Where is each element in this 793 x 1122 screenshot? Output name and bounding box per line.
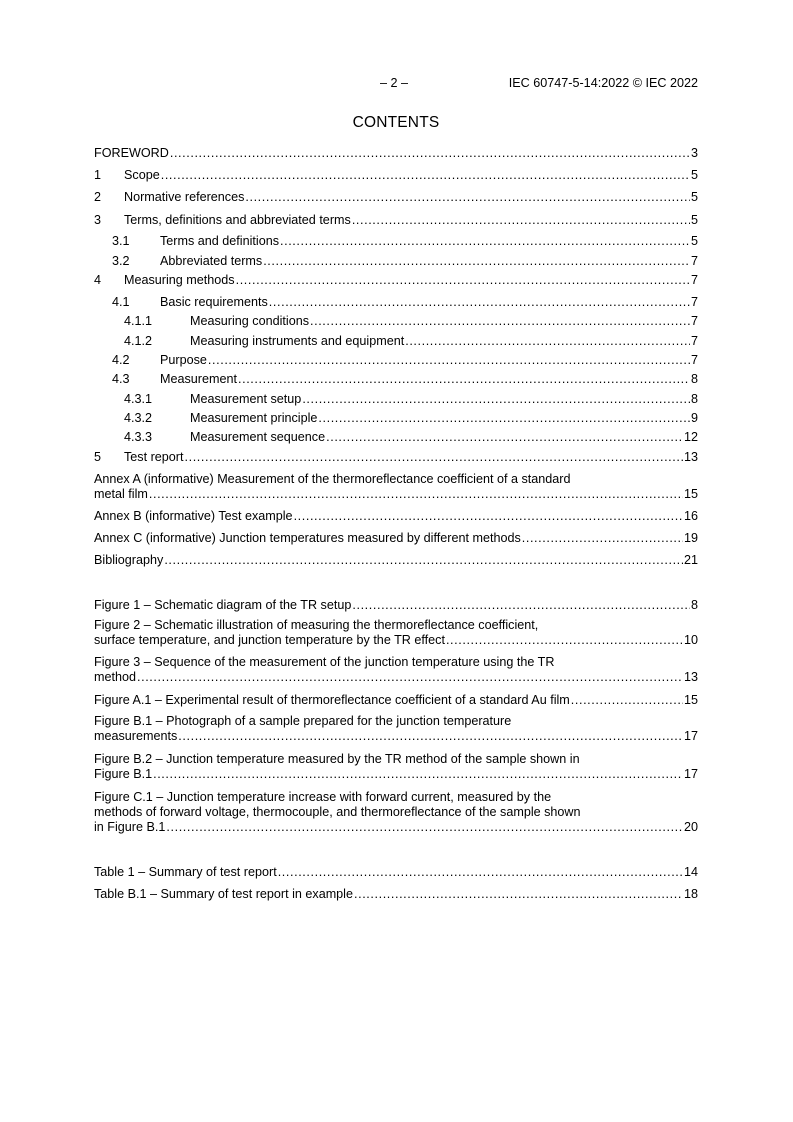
toc-entry-number: 4.3.3: [124, 430, 153, 444]
toc-entry-text: Test report: [124, 450, 184, 464]
toc-entry-page: 16: [683, 509, 698, 523]
toc-entry-page: 13: [683, 670, 698, 684]
toc-entry-terms[interactable]: [94, 212, 698, 228]
toc-entry-last-line: [94, 766, 698, 782]
toc-entry-text: Terms, definitions and abbreviated terms: [124, 213, 351, 227]
toc-entry-line: methods of forward voltage, thermocouple, and thermoreflectance of the sample shown: [94, 805, 581, 819]
dot-leader: [294, 508, 683, 524]
toc-entry-measurement-sequence[interactable]: [94, 429, 698, 445]
toc-entry-measuring-methods[interactable]: [94, 272, 698, 288]
toc-entry-text: Basic requirements: [160, 295, 268, 309]
dot-leader: [236, 272, 690, 288]
toc-entry-text: Annex C (informative) Junction temperatures measured by different methods: [94, 531, 521, 545]
dot-leader: [310, 313, 690, 329]
toc-entry-text: Terms and definitions: [160, 234, 280, 248]
toc-entry-text: Purpose: [160, 353, 207, 367]
toc-entry-last-line: [94, 486, 698, 502]
toc-entry-page: 14: [683, 865, 698, 879]
dot-leader: [149, 486, 683, 502]
toc-entry-text: Measuring instruments and equipment: [190, 334, 405, 348]
toc-entry-page: 15: [683, 693, 698, 707]
toc-entry-page: 17: [683, 729, 698, 743]
toc-entry-page: 18: [683, 887, 698, 901]
toc-entry-last-line: [94, 632, 698, 648]
toc-entry-number: 4.1.2: [124, 334, 153, 348]
toc-entry-number: 4.3.1: [124, 392, 153, 406]
toc-entry-number: 4.2: [112, 353, 130, 367]
toc-entry-text: metal film: [94, 487, 148, 501]
toc-entry-measurement[interactable]: [94, 371, 698, 387]
dot-leader: [269, 294, 690, 310]
dot-leader: [238, 371, 690, 387]
dot-leader: [164, 552, 683, 568]
toc-entry-page: 7: [690, 295, 698, 309]
toc-entry-page: 8: [690, 598, 698, 612]
toc-entry-measurement-principle[interactable]: [94, 410, 698, 426]
toc-entry-measurement-setup[interactable]: [94, 391, 698, 407]
toc-entry-page: 10: [683, 633, 698, 647]
toc-entry-bibliography[interactable]: [94, 552, 698, 568]
toc-entry-text: Table 1 – Summary of test report: [94, 865, 277, 879]
toc-entry-text: Scope: [124, 168, 160, 182]
toc-entry-page: 5: [690, 168, 698, 182]
toc-entry-abbreviated-terms[interactable]: [94, 253, 698, 269]
dot-leader: [302, 391, 690, 407]
toc-entry-page: 7: [690, 254, 698, 268]
dot-leader: [571, 692, 683, 708]
toc-entry-text: Measurement setup: [190, 392, 302, 406]
toc-entry-text: Bibliography: [94, 553, 164, 567]
toc-entry-text: measurements: [94, 729, 178, 743]
toc-entry-basic-requirements[interactable]: [94, 294, 698, 310]
toc-entry-number: 3: [94, 213, 102, 227]
toc-entry-scope[interactable]: [94, 167, 698, 183]
toc-entry-number: 4.1.1: [124, 314, 153, 328]
toc-entry-text: Figure B.1: [94, 767, 153, 781]
toc-entry-page: 13: [683, 450, 698, 464]
toc-entry-line: Figure 2 – Schematic illustration of measuring the thermoreflectance coefficient,: [94, 618, 539, 632]
dot-leader: [352, 597, 690, 613]
toc-entry-figure-1[interactable]: [94, 597, 698, 613]
toc-entry-text: Measuring methods: [124, 273, 235, 287]
toc-entry-text: Normative references: [124, 190, 245, 204]
toc-entry-page: 7: [690, 273, 698, 287]
dot-leader: [245, 189, 690, 205]
page-header: [94, 76, 698, 92]
toc-entry-page: 17: [683, 767, 698, 781]
dot-leader: [263, 253, 690, 269]
header-standard-id: IEC 60747-5-14:2022 © IEC 2022: [508, 76, 698, 90]
toc-entry-page: 7: [690, 353, 698, 367]
toc-entry-text: method: [94, 670, 137, 684]
toc-entry-text: Annex B (informative) Test example: [94, 509, 293, 523]
toc-entry-number: 4.1: [112, 295, 130, 309]
dot-leader: [178, 728, 683, 744]
toc-entry-page: 7: [690, 314, 698, 328]
toc-entry-annex-b[interactable]: [94, 508, 698, 524]
toc-entry-table-b1[interactable]: [94, 886, 698, 902]
contents-title: CONTENTS: [352, 114, 440, 131]
toc-entry-number: 5: [94, 450, 102, 464]
toc-entry-text: Abbreviated terms: [160, 254, 263, 268]
toc-entry-number: 3.2: [112, 254, 130, 268]
dot-leader: [185, 449, 683, 465]
toc-entry-text: Measurement sequence: [190, 430, 326, 444]
toc-entry-text: surface temperature, and junction temperature by the TR effect: [94, 633, 445, 647]
toc-entry-text: Figure 1 – Schematic diagram of the TR setup: [94, 598, 352, 612]
toc-entry-table-1[interactable]: [94, 864, 698, 880]
toc-entry-line: Figure B.2 – Junction temperature measured by the TR method of the sample shown in: [94, 752, 580, 766]
toc-entry-number: 4.3.2: [124, 411, 153, 425]
dot-leader: [153, 766, 683, 782]
header-page-number: – 2 –: [380, 76, 409, 90]
dot-leader: [326, 429, 683, 445]
toc-entry-page: 3: [690, 146, 698, 160]
toc-entry-measuring-conditions[interactable]: [94, 313, 698, 329]
toc-entry-text: Measuring conditions: [190, 314, 310, 328]
toc-entry-last-line: [94, 669, 698, 685]
toc-entry-number: 3.1: [112, 234, 130, 248]
toc-entry-terms-definitions[interactable]: [94, 233, 698, 249]
toc-entry-line: Figure C.1 – Junction temperature increase with forward current, measured by the: [94, 790, 552, 804]
toc-entry-page: 19: [683, 531, 698, 545]
toc-entry-number: 1: [94, 168, 102, 182]
dot-leader: [354, 886, 683, 902]
toc-entry-text: FOREWORD: [94, 146, 169, 160]
toc-entry-page: 7: [690, 334, 698, 348]
toc-entry-text: Figure A.1 – Experimental result of thermoreflectance coefficient of a standard Au film: [94, 693, 570, 707]
toc-entry-page: 8: [690, 392, 698, 406]
toc-entry-page: 20: [683, 820, 698, 834]
toc-entry-last-line: [94, 728, 698, 744]
toc-entry-line: Figure 3 – Sequence of the measurement of the junction temperature using the TR: [94, 655, 555, 669]
toc-entry-purpose[interactable]: [94, 352, 698, 368]
dot-leader: [446, 632, 683, 648]
dot-leader: [278, 864, 683, 880]
toc-entry-page: 5: [690, 213, 698, 227]
toc-entry-figure-a1[interactable]: [94, 692, 698, 708]
toc-entry-number: 4.3: [112, 372, 130, 386]
toc-entry-annex-c[interactable]: [94, 530, 698, 546]
toc-entry-page: 15: [683, 487, 698, 501]
dot-leader: [318, 410, 690, 426]
dot-leader: [166, 819, 683, 835]
toc-entry-page: 8: [690, 372, 698, 386]
toc-entry-page: 12: [683, 430, 698, 444]
toc-entry-test-report[interactable]: [94, 449, 698, 465]
dot-leader: [161, 167, 690, 183]
toc-entry-text: in Figure B.1: [94, 820, 166, 834]
toc-entry-text: Measurement principle: [190, 411, 318, 425]
dot-leader: [208, 352, 690, 368]
toc-entry-page: 9: [690, 411, 698, 425]
toc-entry-foreword[interactable]: [94, 145, 698, 161]
toc-entry-normative-references[interactable]: [94, 189, 698, 205]
dot-leader: [405, 333, 690, 349]
toc-entry-number: 4: [94, 273, 102, 287]
toc-entry-line: Annex A (informative) Measurement of the thermoreflectance coefficient of a standard: [94, 472, 571, 486]
dot-leader: [522, 530, 683, 546]
dot-leader: [137, 669, 683, 685]
dot-leader: [280, 233, 690, 249]
dot-leader: [170, 145, 690, 161]
toc-entry-page: 5: [690, 234, 698, 248]
toc-entry-text: Measurement: [160, 372, 237, 386]
toc-entry-measuring-instruments[interactable]: [94, 333, 698, 349]
toc-entry-page: 21: [683, 553, 698, 567]
toc-entry-last-line: [94, 819, 698, 835]
toc-entry-number: 2: [94, 190, 102, 204]
toc-entry-line: Figure B.1 – Photograph of a sample prepared for the junction temperature: [94, 714, 512, 728]
toc-entry-text: Table B.1 – Summary of test report in example: [94, 887, 353, 901]
toc-entry-page: 5: [690, 190, 698, 204]
dot-leader: [352, 212, 690, 228]
